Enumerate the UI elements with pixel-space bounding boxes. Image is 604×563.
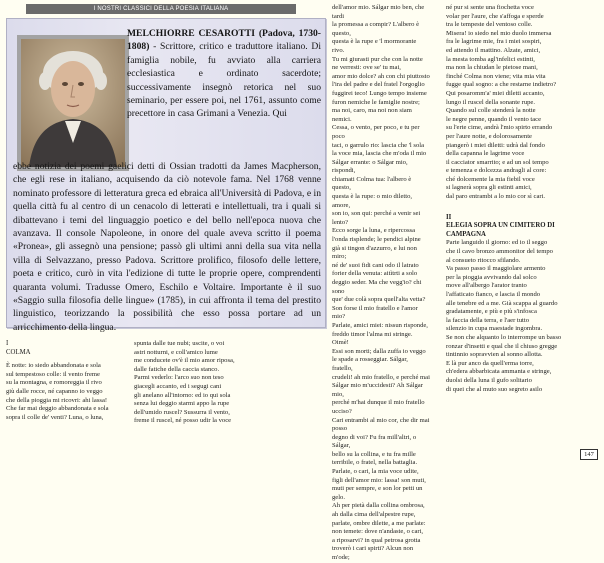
poem-column-3 <box>332 4 430 563</box>
poem1-text-c1: È notte: io siedo abbandonata e sola sul tempestoso colle: il vento freme su la montagna, e romoreggia il rivo giù dalle rocce, né capanno io veggo che della pioggia mi ricovri: ahi lassa! Che far mai deggio abbandonata e sola sopra il colle de' venti? Luna, o luna, <box>6 362 109 421</box>
poem2-title: ELEGIA SOPRA UN CIMITERO DI CAMPAGNA <box>446 222 555 238</box>
poem1-numeral: I <box>6 340 9 347</box>
poem-column-1 <box>6 340 124 422</box>
bio-text-part2: ebbe notizia dei poemi gaelici detti di Ossian tradotti da James Macpherson, che egli rese in italiano, acquisendo da ciò notevole fama. Nel 1768 venne nominato professore di letteratura greca ed ebraica all'Università di Padova, e in quella città fu al centro di un cenacolo di letterati e intellettuali, tra i quali si dibattevano i temi del linguaggio poetico e del bello nell'epoca nuova che avanzava. Il console Napoleone, in onore del quale aveva scritto il poema «Pronea», gli assegnò una pensione; passò gli ultimi anni della sua vita nella villa di Selvazzano, presso Padova. Scrittore prolifico, filosofo delle lettere, poeta e critico, curò in vita l'edizione di tutte le proprie opere, comprendenti quaranta volumi. Tradusse Omero, Eschilo e Voltaire. Importante è il suo «Saggio sulla filosofia delle lingue» (1785), in cui affronta il tema del prestito linguistico, teorizzando la possibilità che esso possa portare ad un arricchimento della lingua. <box>13 161 321 333</box>
poem2-numeral: II <box>446 213 452 221</box>
poem-column-2 <box>134 340 326 426</box>
bio-text-top <box>127 27 321 121</box>
poem2-text: Parte languido il giorno: ed io il seggo che il cavo bronzo ammonitor del tempo al consueto ritocco sfilando. Va passo passo il maggiolare armento per la pioggia avvivando dal solco move all'albergo l'arator tranto l'affaticato fianco, e lascia il mondo alle tenebre ed a me. Già scappa al guardo gradatamente, e più e più s'infosca la faccia della terra, e l'aer tutto silenzio in cupa maestade ingombra. Se non che alquanto lo interrompe un basso ronzar d'insetti e qual che il chiuso gregge tintinnio sopravvien al sonno allotta. E là pur anco da quell'erma torre, ch'edera abbarbicata ammanta e stringe, duolsi della luna il gufo solitario di quei che al muto suo segreto asilo <box>446 239 562 393</box>
poem1-text-c4: né pur si sente una fiochetta voce volar per l'aure, che s'affoga e sperde tra le tempeste del ventoso colle. Misera! io siedo nel mio duolo immersa fra le lagrime mie, fra i miei sospiri, ed attendo il mattino. Alzate, amici, la mesta tomba agl'infelici estinti, ma non la chiudan le pietose mani, finché Colma non viene; vita mia vita fugge qual sogno: a che restarne indietro? Qui posaromm'a' miei diletti accanto, lungo il ruscel della sonante rupe. Quando sul colle stenderà la notte le negre penne, quando il vento tace su l'erte cime, andrà l'mio spirto errando per l'aure notte, e dolorosamente piangerò i miei diletti: udrà dal fondo della capanna le lagrime voce il cacciator smarrito; e ad un sol tempo e temenza e dolcezza andragli al core: ché dolcemente la mia fiebil voce si lagnerà sopra gli estinti amici, dal paro entrambi a lo mio cor sì cari. <box>446 4 557 201</box>
author-name: MELCHIORRE CESAROTTI (Padova, 1730-1808) <box>127 28 321 53</box>
bio-text-part1: - Scrittore, critico e traduttore italiano. Di famiglia nobile, fu avviato alla carriera ecclesiastica e ordinato sacerdote; successivamente insegnò retorica nel suo seminario, per essere poi, nel 1761, assunto come precettore in casa Grimani a Venezia. Qui <box>127 41 321 120</box>
portrait-image <box>17 35 129 171</box>
poem1-text-c2: spunta dalle tue nubi; uscite, o voi astri notturni, e coll'amico lume me conducete ov'è il mio amor riposa, dalle fatiche della caccia stanco. Parmi vederlo: l'arco suo non teso giacegli accanto, ed i segugi cani gli anelano all'intorno: ed io qui sola senza lui deggio starmi appo la rupe dell'umido ruscel? Sussurra il vento, freme il ruscel, né posso udir la voce <box>134 340 235 425</box>
page-number: 147 <box>580 449 598 460</box>
poem1-title: COLMA <box>6 348 31 356</box>
series-header: I NOSTRI CLASSICI DELLA POESIA ITALIANA <box>26 4 296 14</box>
biography-box <box>6 18 326 333</box>
poem1-text-c3: dell'amor mio. Sálgar mio ben, che tardi la promessa a compir? L'albero è questo, questa è la rupe e 'l mormorante rivo. Tu mi giurasti pur che con la notte ne verresti: ove se' tu mai, amor mio dolce? ah con chi piuttosto l'ira del padre e del fratel l'orgoglio fuggirei teco! Lungo tempo insieme furon nemiche le famiglie nostre; ma noi, caro, ma noi non siam nemici. Cessa, o vento, per poco, e tu per poco taci, o garrulo rio: lascia che 'l sola la voce mia, lascia che m'oda il mio Sálgar errante: o Sálgar mio, rispondi, chiamati Colma tua: l'albero è questo, questa è la rupe: o mio diletto, amore, son io, son qui: perché a venir sei lento? Ecco sorge la luna, e ripercossa l'onda risplende; le pendici alpine già si tingon d'azzurro, e lui non miro; né de' suoi fidi cani odo il latrato forier della venuta: aitìtrti a solo deggio seder. Ma che vegg'io? chi sono que' due colà sopra quell'alta vetta? Son forse il mio fratello e l'amor mio? Parlate, amici miei: nissun risponde, freddo timor l'alma mi stringe. Oimè! Essi son morti; dalla zuffa io veggo le spade a rosseggiar. Sálgar, fratello, crudeli! ah mio fratello, e perché mai Sálgar mio m'uccidesti? Ah Sálgar mio, perché m'hai dunque il mio fratello ucciso? Cari entrambi al mio cor, che dir mai posso degno di voi? Fu fra mill'altri, o Sálgar, bello su la collina, e tu fra mille terribile, o fratel, nella battaglia. Parlate, o cari, la mia voce udite, figli dell'amor mio: lassa! son muti, muti per sempre, e son lor petti un gelo. Ah per pietà dalla collina ombrosa, ah dalla cima dell'alpestre rupe, parlate, ombre dilette, a me parlate: non temete: dove n'andaste, o cari, a riposarvi? in qual petrosa grotta troverò i cari spirti? Alcun non m'ode; <box>332 4 430 561</box>
poem-column-4 <box>446 4 596 394</box>
